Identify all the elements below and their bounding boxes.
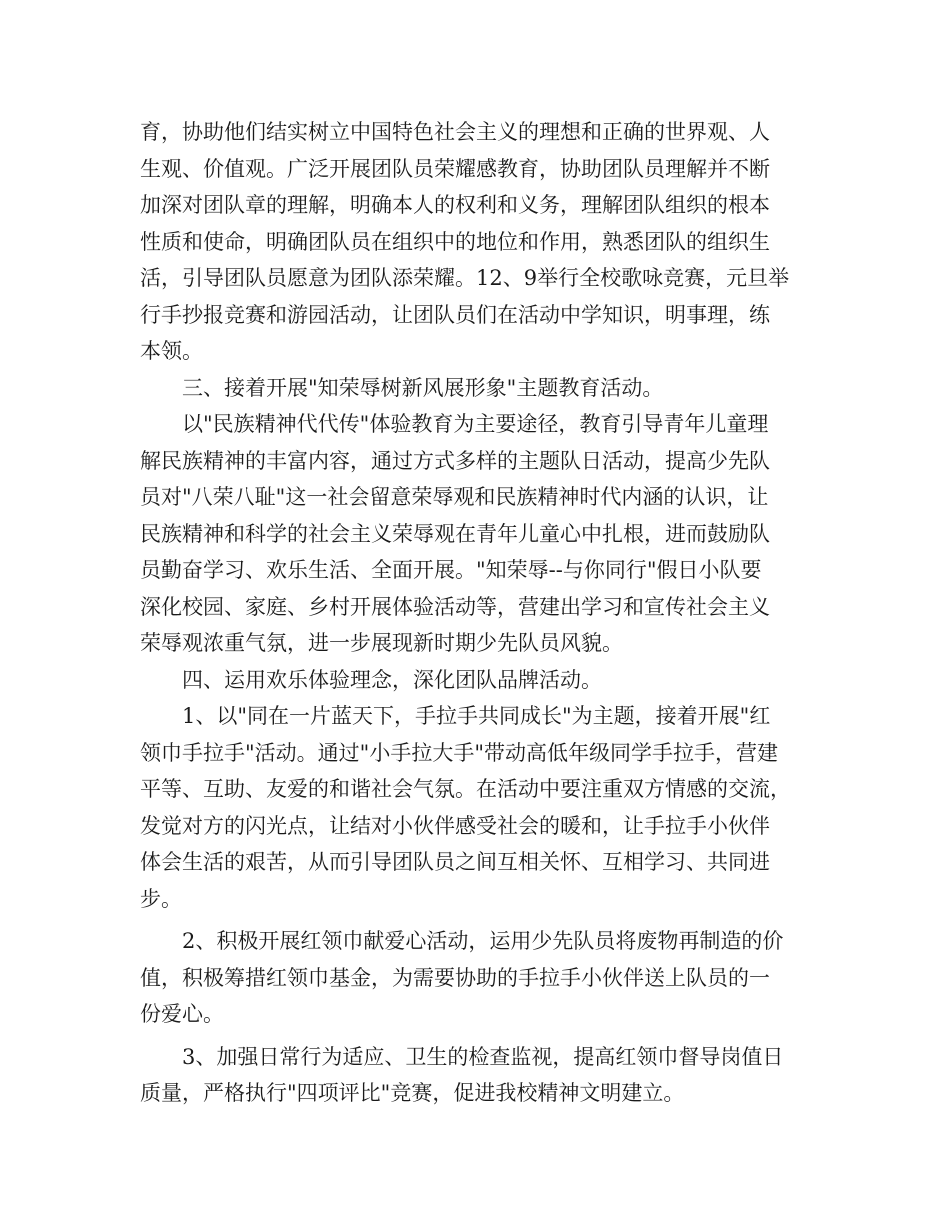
text-line: 值，积极筹措红领巾基金，为需要协助的手拉手小伙伴送上队员的一	[140, 965, 770, 990]
text-line: 1、以"同在一片蓝天下，手拉手共同成长"为主题，接着开展"红	[140, 704, 771, 728]
text-line: 荣辱观浓重气氛，进一步展现新时期少先队员风貌。	[140, 631, 623, 655]
text-line: 步。	[140, 886, 182, 911]
text-line: 本领。	[140, 339, 203, 363]
text-line: 发觉对方的闪光点，让结对小伙伴感受社会的暖和，让手拉手小伙伴	[140, 813, 770, 838]
text-line: 行手抄报竞赛和游园活动，让团队员们在活动中学知识，明事理，练	[140, 302, 770, 327]
text-line: 体会生活的艰苦，从而引导团队员之间互相关怀、互相学习、共同进	[140, 850, 770, 874]
text-line: 性质和使命，明确团队员在组织中的地位和作用，熟悉团队的组织生	[140, 229, 770, 254]
text-line: 加深对团队章的理解，明确本人的权利和义务，理解团队组织的根本	[140, 193, 770, 217]
section-heading: 三、接着开展"知荣辱树新风展形象"主题教育活动。	[140, 375, 664, 400]
text-line: 育，协助他们结实树立中国特色社会主义的理想和正确的世界观、人	[140, 120, 770, 144]
document-body	[140, 114, 816, 1112]
text-line: 民族精神和科学的社会主义荣辱观在青年儿童心中扎根，进而鼓励队	[140, 521, 770, 546]
text-line: 3、加强日常行为适应、卫生的检查监视，提高红领巾督导岗值日	[140, 1044, 784, 1069]
text-line: 质量，严格执行"四项评比"竞赛，促进我校精神文明建立。	[140, 1081, 685, 1105]
text-line: 员勤奋学习、欢乐生活、全面开展。"知荣辱--与你同行"假日小队要	[140, 558, 762, 582]
text-line: 以"民族精神代代传"体验教育为主要途径，教育引导青年儿童理	[140, 412, 769, 436]
text-line: 领巾手拉手"活动。通过"小手拉大手"带动高低年级同学手拉手，营建	[140, 740, 778, 765]
section-heading: 四、运用欢乐体验理念，深化团队品牌活动。	[140, 667, 602, 692]
text-line: 活，引导团队员愿意为团队添荣耀。12、9举行全校歌咏竞赛，元旦举	[140, 266, 790, 290]
text-line: 2、积极开展红领巾献爱心活动，运用少先队员将废物再制造的价	[140, 929, 784, 953]
text-line: 员对"八荣八耻"这一社会留意荣辱观和民族精神时代内涵的认识，让	[140, 485, 769, 509]
text-line: 份爱心。	[140, 1002, 224, 1026]
text-line: 深化校园、家庭、乡村开展体验活动等，营建出学习和宣传社会主义	[140, 594, 770, 619]
text-line: 平等、互助、友爱的和谐社会气氛。在活动中要注重双方情感的交流，	[140, 777, 791, 801]
text-line: 生观、价值观。广泛开展团队员荣耀感教育，协助团队员理解并不断	[140, 156, 770, 181]
text-line: 解民族精神的丰富内容，通过方式多样的主题队日活动，提高少先队	[140, 448, 770, 473]
